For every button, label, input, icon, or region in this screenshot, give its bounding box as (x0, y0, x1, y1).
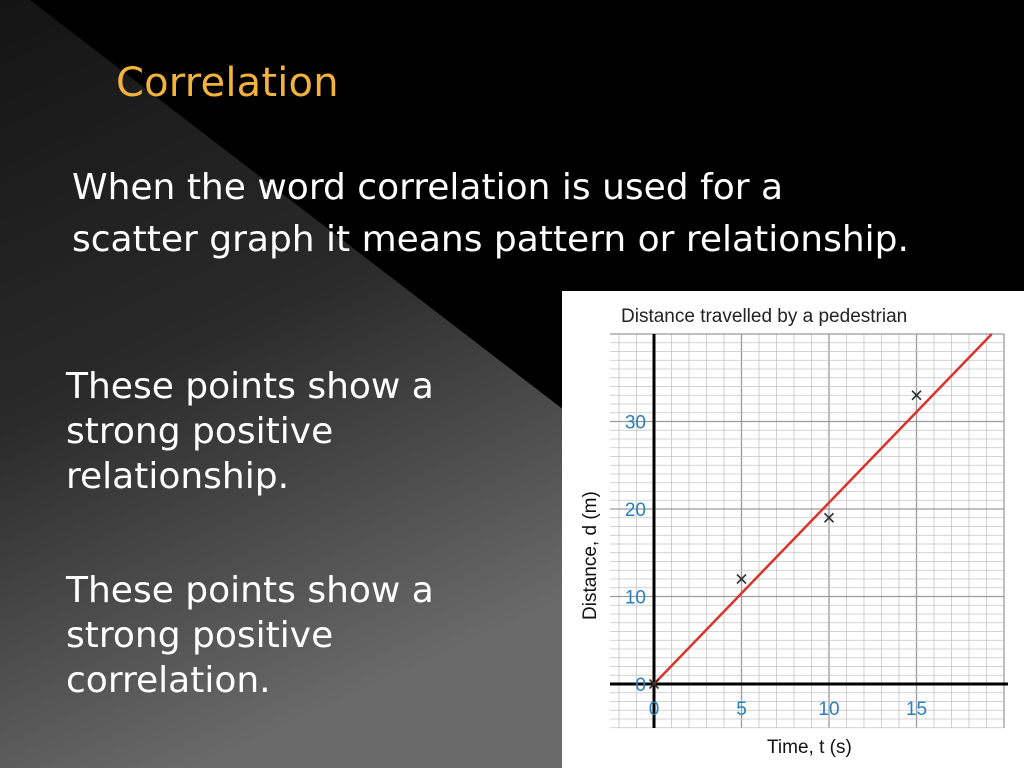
intro-text: When the word correlation is used for a scatter graph it means pattern or relationship. (72, 167, 909, 260)
y-axis-title: Distance, d (m) (580, 491, 601, 620)
y-tick-label: 10 (624, 587, 646, 609)
chart-title: Distance travelled by a pedestrian (621, 306, 908, 327)
y-tick-label: 30 (624, 412, 646, 434)
y-tick-label: 20 (624, 500, 646, 521)
scatter-chart-panel (562, 291, 1024, 768)
data-points (650, 391, 922, 689)
x-axis-title: Time, t (s) (767, 737, 852, 758)
point-text-correlation: These points show a strong positive correlation. (66, 570, 434, 701)
x-tick-label: 5 (736, 699, 747, 720)
y-tick-label: 0 (635, 675, 646, 696)
x-tick-label: 10 (818, 699, 840, 720)
slide-title: Correlation (116, 60, 339, 106)
x-tick-label: 15 (905, 699, 928, 720)
point-text-relationship: These points show a strong positive relationship. (66, 366, 434, 497)
x-tick-label: 0 (648, 699, 660, 720)
scatter-chart (562, 291, 1024, 768)
